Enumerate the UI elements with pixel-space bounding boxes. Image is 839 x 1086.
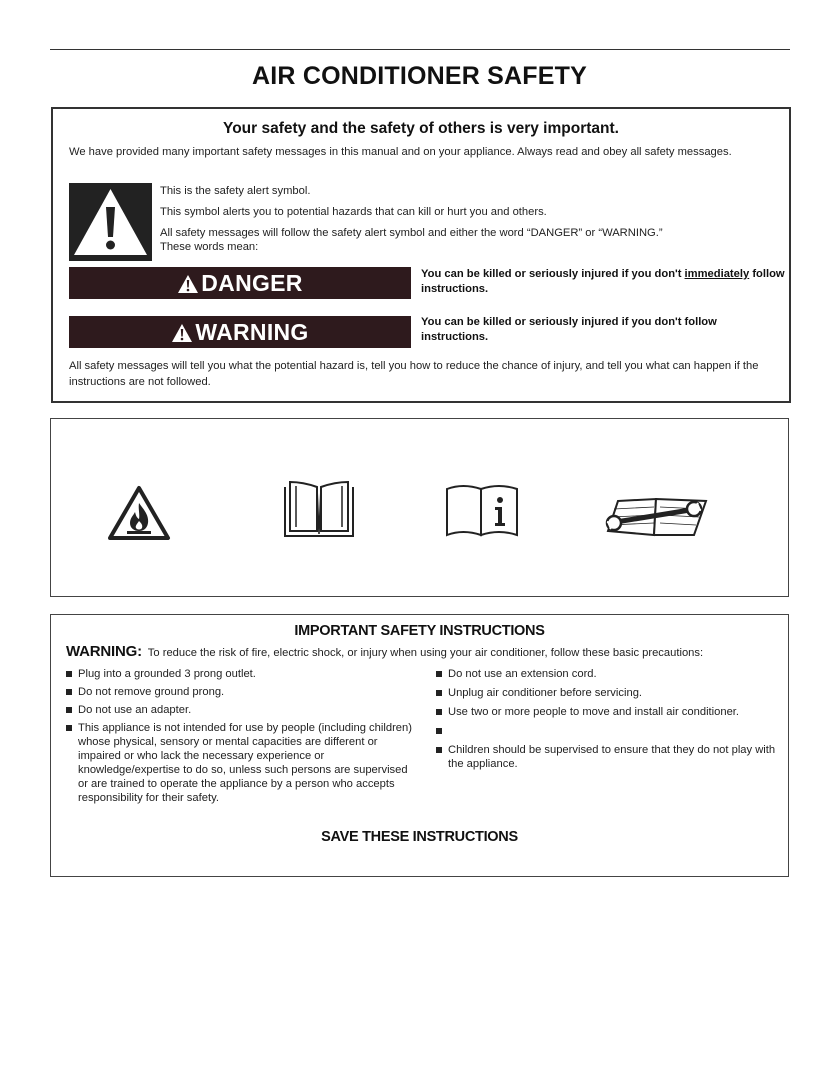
safety-alert-icon: [69, 183, 152, 261]
list-item: Use two or more people to move and install air conditioner.: [436, 705, 786, 719]
fire-hazard-icon: [107, 485, 171, 541]
safety-heading: Your safety and the safety of others is very important.: [223, 120, 619, 137]
warning-label: WARNING: [195, 319, 309, 345]
alert-line: This is the safety alert symbol.: [160, 185, 311, 197]
list-item: Do not use an adapter.: [66, 703, 416, 717]
list-item: Children should be supervised to ensure that they do not play with the appliance.: [436, 743, 786, 771]
warning-description: You can be killed or seriously injured if you don't follow instructions.: [421, 316, 717, 343]
list-item: Unplug air conditioner before servicing.: [436, 686, 786, 700]
alert-line: These words mean:: [160, 241, 259, 253]
list-item: Do not use an extension cord.: [436, 667, 786, 681]
warning-text: To reduce the risk of fire, electric shock, or injury when using your air conditioner, follow these basic precautions:: [147, 647, 704, 659]
list-item: This appliance is not intended for use by people (including children) whose physical, sensory or mental capacities are different or impaired or who lack the necessary experience or knowledge/expertise to do so, unless such persons are supervised or are trained to operate the appliance by a person who accepts responsibility for their safety.: [66, 721, 416, 805]
read-manual-icon: [283, 479, 355, 539]
list-item: Do not remove ground prong.: [66, 685, 416, 699]
safety-outro: All safety messages will tell you what the potential hazard is, tell you how to reduce the chance of injury, and tell you what can happen if the instructions are not followed.: [69, 360, 759, 388]
warning-alert-icon: [171, 323, 193, 343]
info-manual-icon: [445, 483, 519, 539]
important-instructions-box: [50, 614, 789, 877]
instructions-heading: IMPORTANT SAFETY INSTRUCTIONS: [294, 623, 545, 639]
precautions-list-right: [436, 667, 786, 771]
danger-description: You can be killed or seriously injured if you don't immediately follow instructions.: [421, 268, 785, 295]
service-manual-icon: [604, 489, 710, 539]
top-rule: [50, 49, 790, 50]
list-item: [436, 724, 786, 738]
precautions-warning: [66, 643, 703, 660]
alert-line: All safety messages will follow the safety alert symbol and either the word “DANGER” or “WARNING.”: [160, 227, 663, 239]
save-instructions-footer: SAVE THESE INSTRUCTIONS: [321, 829, 518, 845]
danger-banner: [69, 267, 411, 299]
danger-label: DANGER: [201, 270, 303, 296]
list-item: Plug into a grounded 3 prong outlet.: [66, 667, 416, 681]
safety-message-box: [51, 107, 791, 403]
danger-alert-icon: [177, 274, 199, 294]
alert-line: This symbol alerts you to potential hazards that can kill or hurt you and others.: [160, 206, 547, 218]
symbols-box: [50, 418, 789, 597]
warning-label: WARNING:: [66, 643, 142, 660]
page-title: AIR CONDITIONER SAFETY: [252, 62, 587, 90]
warning-banner: [69, 316, 411, 348]
safety-intro: We have provided many important safety messages in this manual and on your appliance. Always read and obey all safety messages.: [69, 146, 732, 158]
precautions-list-left: [66, 667, 416, 805]
